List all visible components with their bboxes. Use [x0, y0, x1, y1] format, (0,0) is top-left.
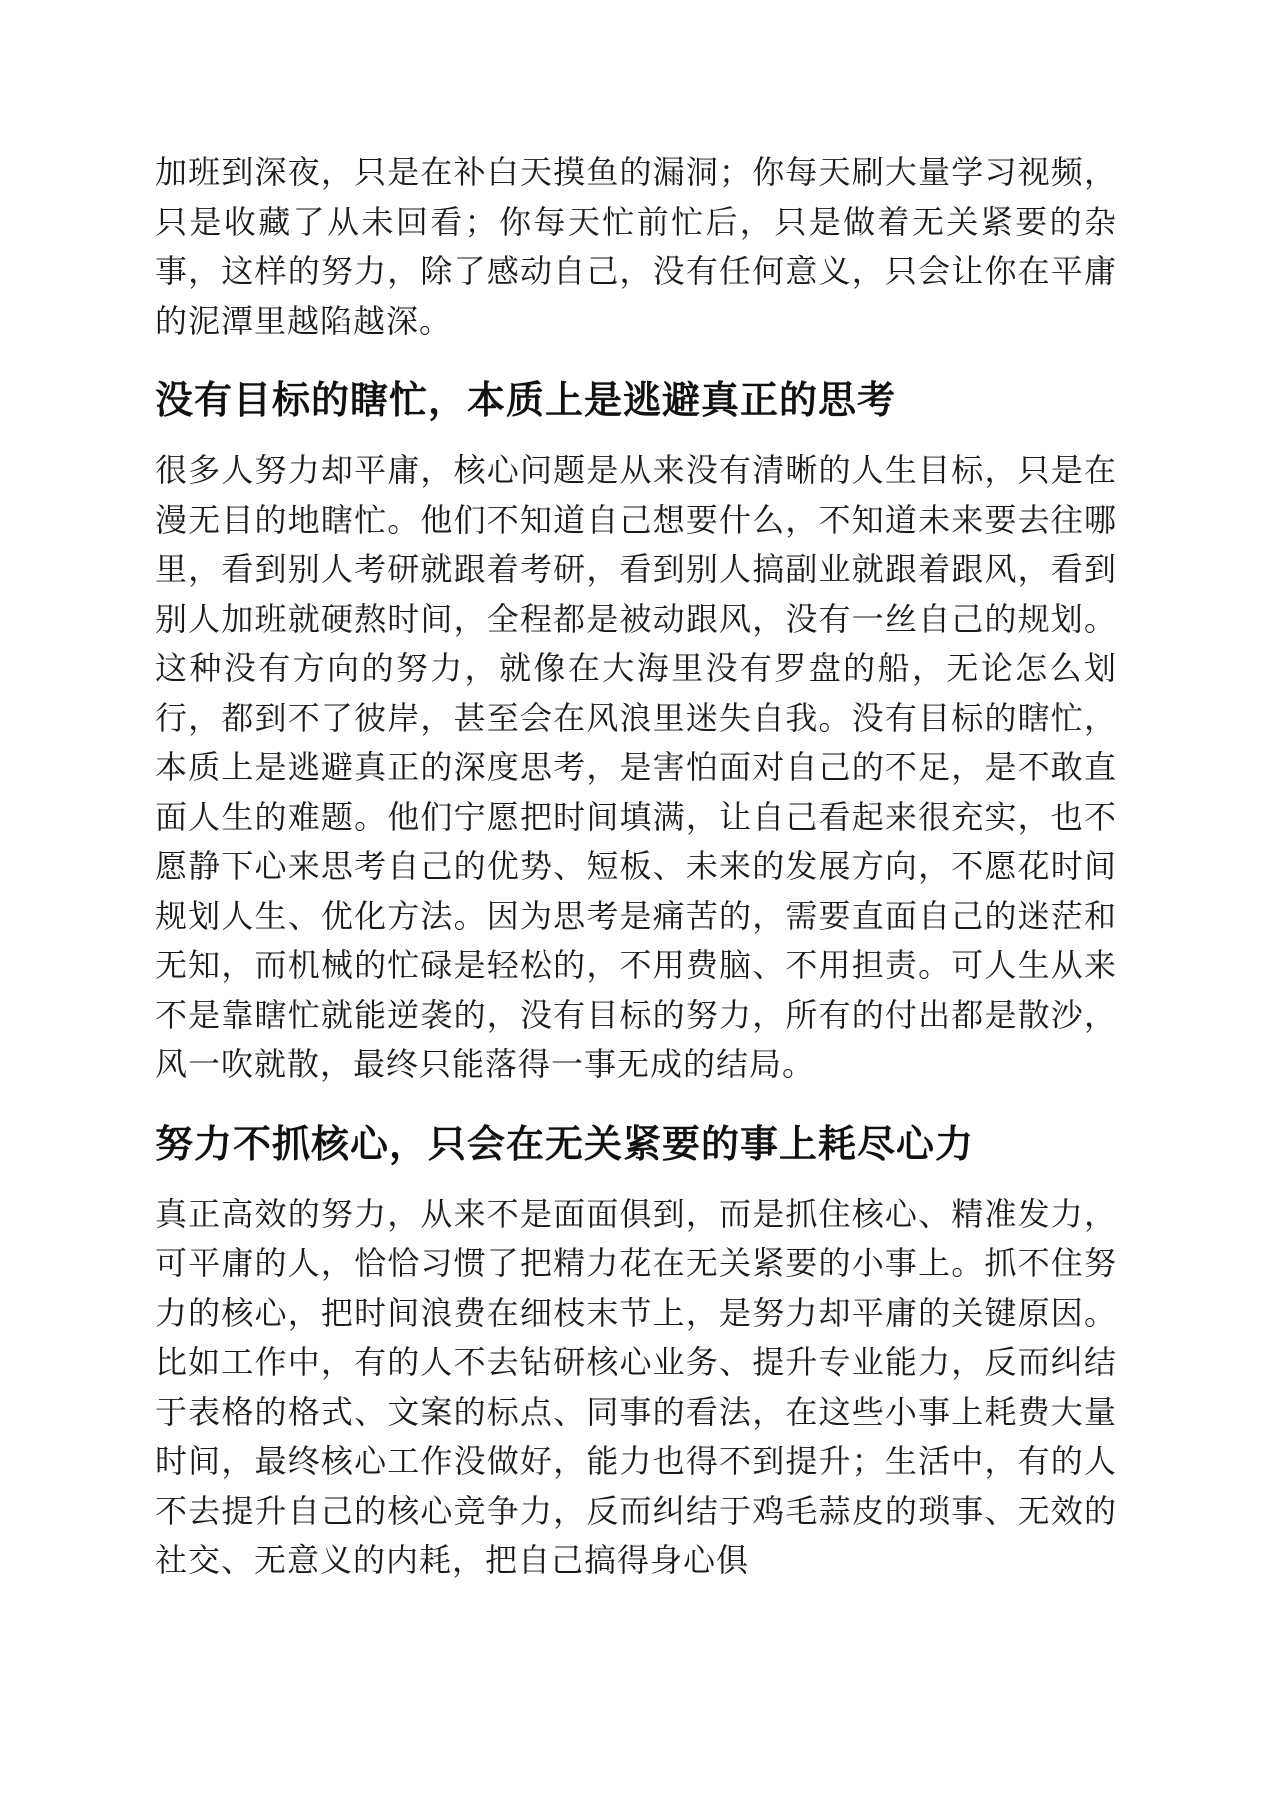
paragraph-2: 很多人努力却平庸，核心问题是从来没有清晰的人生目标，只是在漫无目的地瞎忙。他们不知道自己想要什么，不知道未来要去往哪里，看到别人考研就跟着考研，看到别人搞副业就跟着跟风，看到别人加班就硬熬时间，全程都是被动跟风，没有一丝自己的规划。这种没有方向的努力，就像在大海里没有罗盘的船，无论怎么划行，都到不了彼岸，甚至会在风浪里迷失自我。没有目标的瞎忙，本质上是逃避真正的深度思考，是害怕面对自己的不足，是不敢直面人生的难题。他们宁愿把时间填满，让自己看起来很充实，也不愿静下心来思考自己的优势、短板、未来的发展方向，不愿花时间规划人生、优化方法。因为思考是痛苦的，需要直面自己的迷茫和无知，而机械的忙碌是轻松的，不用费脑、不用担责。可人生从来不是靠瞎忙就能逆袭的，没有目标的努力，所有的付出都是散沙，风一吹就散，最终只能落得一事无成的结局。: [155, 451, 1117, 1083]
section-heading-1: 没有目标的瞎忙，本质上是逃避真正的思考: [155, 378, 897, 422]
article-body: [155, 148, 1117, 1586]
paragraph-1: 加班到深夜，只是在补白天摸鱼的漏洞；你每天刷大量学习视频，只是收藏了从未回看；你每天忙前忙后，只是做着无关紧要的杂事，这样的努力，除了感动自己，没有任何意义，只会让你在平庸的泥潭里越陷越深。: [155, 153, 1117, 340]
section-heading-2: 努力不抓核心，只会在无关紧要的事上耗尽心力: [155, 1121, 975, 1166]
paragraph-3: 真正高效的努力，从来不是面面俱到，而是抓住核心、精准发力，可平庸的人，恰恰习惯了把精力花在无关紧要的小事上。抓不住努力的核心，把时间浪费在细枝末节上，是努力却平庸的关键原因。比如工作中，有的人不去钻研核心业务、提升专业能力，反而纠结于表格的格式、文案的标点、同事的看法，在这些小事上耗费大量时间，最终核心工作没做好，能力也得不到提升；生活中，有的人不去提升自己的核心竞争力，反而纠结于鸡毛蒜皮的琐事、无效的社交、无意义的内耗，把自己搞得身心俱: [155, 1194, 1117, 1579]
